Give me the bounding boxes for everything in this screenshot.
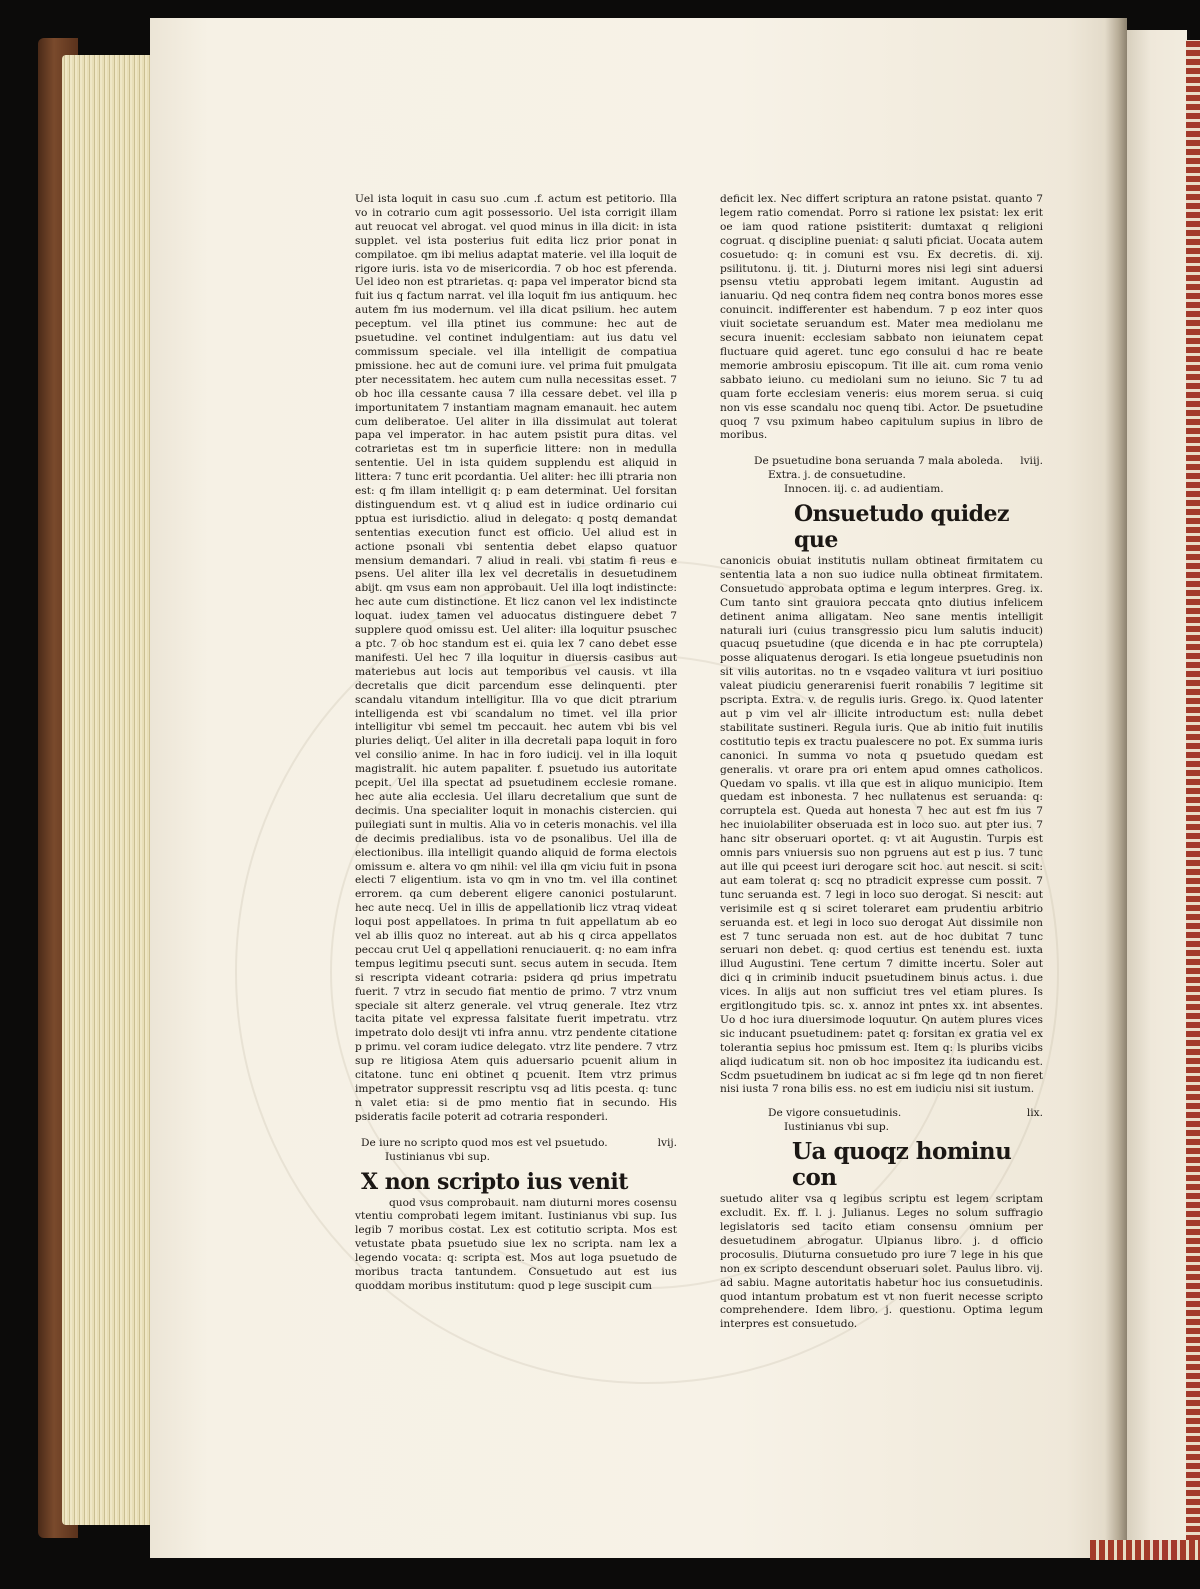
left-paragraph-1: Uel ista loquit in casu suo .cum .f. actum est petitorio. Illa vo in cotrario cum agit possessorio. Uel ista corrigit illam aut reuocat vel abrogat. vel quod minus in illa dicit: in ista supplet. vel ista posterius fuit edita licz prior ponat in compilatoe. qm ibi melius adaptat materie. vel illa loquit de rigore iuris. ista vo de misericordia. 7 ob hoc est pferenda. Uel ideo non est ptrarietas. q: papa vel imperator bicnd sta fuit ius q factum narrat. vel illa loquit fm ius antiquum. hec autem fm ius modernum. vel illa dicat psilium. hec autem peceptum. vel illa ptinet ius commune: hec aut de psuetudine. vel continet indulgentiam: aut ius datu vel commissum speciale. vel illa intelligit de compatiua pmissione. hec aut de comuni iure. vel prima fuit pmulgata pter necessitatem. hec autem cum nulla necessitas esset. 7 ob hoc illa cessante causa 7 illa cessare debet. vel illa p importunitatem 7 instantiam magnam emanauit. hec autem cum deliberatoe. Uel aliter in illa dissimulat aut tolerat papa vel imperator. in hac autem psistit pura ditas. vel cotrarietas est tm in superficie littere: non in medulla sententie. Uel in ista quidem supplendu est aliquid in littera: 7 tunc erit pcordantia. Uel aliter: hec illi ptraria non est: q fm illam intelligit q: p eam determinat. Uel forsitan distinguendum est. vt q aliud est in iudice ordinario cui pptua est iurisdictio. aliud in delegato: q postq demandat sententias execution funct est officio. Uel aliud est in actione psonali vbi sententia debet elapso quatuor mensium demandari. 7 aliud in reali. vbi statim fi reus e psens. Uel aliter illa lex vel decretalis in desuetudinem abijt. qm vsus eam non approbauit. Uel illa loqt indistincte: hec aute cum distinctione. Et licz canon vel lex indistincte loquat. iudex tamen vel aduocatus distinguere debet 7 supplere quod omissu est. Uel aliter: illa loquitur psuschec a ptc. 7 ob hoc standum est ei. quia lex 7 cano debet esse manifesti. Uel hec 7 illa loquitur in diuersis casibus aut materiebus aut locis aut temporibus vel causis. vt illa decretalis que dicit parcendum esse delinquenti. pter scandalu vitandum intelligitur. Illa vo que dicit ptrarium intelligenda est vbi scandalum no timet. vel illa prior intelligitur vbi semel tm peccauit. hec autem vbi bis vel pluries deliqt. Uel aliter in illa decretali papa loquit in foro vel consilio anime. In hac in foro iudicij. vel in illa loquit magistralit. hic autem papaliter. f. psuetudo ius autoritate pcepit. Uel illa spectat ad psuetudinem ecclesie romane. hec aute alia ecclesia. Uel illaru decretalium que sunt de decimis. Una specialiter loquit in monachis cistercien. qui puilegiati sunt in multis. Alia vo in ceteris monachis. vel illa de decimis predialibus. ista vo de psonalibus. Uel illa de electionibus. illa intelligit quando aliquid de forma electois omissum e. altera vo qm nihil: vel illa qm viciu fuit in psona electi 7 eligentium. ista vo qm in vno tm. vel illa continet errorem. qa cum deberent eligere canonici postularunt. hec aute necq. Uel in illis de appellationib licz vtraq videat loqui post appellatoes. In prima tn fuit appellatum ab eo vel ab illis quoz no intereat. aut ab his q circa appellatos peccau crut Uel q appellationi renuciauerit. q: no eam infra tempus legitimu psecuti sunt. secus autem in secuda. Item si rescripta videant cotraria: psidera qd prius impetratu fuerit. 7 vtrz in secudo fiat mentio de primo. 7 vtrz vnum speciale sit alterz generale. vel vtruq generale. Itez vtrz tacita pitate vel expressa falsitate fuerit impetratu. vtrz impetrato dolo desijt vti infra annu. vtrz pendente citatione p primu. vel coram iudice delegato. vtrz lite pendere. 7 vtrz sup re litigiosa Atem quis aduersario pcuenit alium in citatone. tunc eni obtinet q pcuenit. Item vtrz primus impetrator suppressit rescriptu vsq ad litis pcesta. q: tunc n valet etia: si de pmo mentio fiat in secundo. His psideratis facile poterit ad cotraria responderi. — [355, 193, 677, 1123]
left-paragraph-2: quod vsus comprobauit. nam diuturni mores cosensu vtentiu comprobati legem imitant. Iustinianus vbi sup. Ius legib 7 moribus costat. Lex est cotitutio scripta. Mos est vetustate pbata psuetudo siue lex no scripta. nam lex a legendo vocata: q: scripta est. Mos aut loga psuetudo de moribus tracta tantundem. Consuetudo aut est ius quoddam moribus institutum: quod p lege suscipit cum — [355, 1196, 677, 1292]
subrubric-lviij-a: Extra. j. de consuetudine. — [768, 469, 906, 482]
right-paragraph-3: suetudo aliter vsa q legibus scriptu est legem scriptam excludit. Ex. ff. l. j. Julianus. Leges no solum suffragio legislatoris sed tacito etiam consensu omnium per desuetudinem abrogatur. Ulpianus libro. j. d officio procosulis. Diuturna consuetudo pro iure 7 lege in his que non ex scripto descendunt obseruari solet. Paulus libro. vij. ad sabiu. Magne autoritatis habetur hoc ius consuetudinis. quod intantum probatum est vt non fuerit necesse scripto comprehendere. Idem libro. j. questionu. Optima legum interpres est consuetudo. — [720, 1193, 1043, 1331]
rubric-lviij-number: lviij. — [1020, 455, 1043, 468]
right-paragraph-2: canonicis obuiat institutis nullam obtineat firmitatem cu sententia lata a non suo iudice nulla obtineat firmitatem. Consuetudo approbata optima e legum interpres. Greg. ix. Cum tanto sint grauiora peccata qnto diutius infelicem detinent anima alligatam. Neo sane mentis intelligit naturali iuri (cuius transgressio picu lum salutis inducit) quacuq psuetudine (que dicenda e in hac pte corruptela) posse aliquatenus derogari. Is etia longeue psuetudinis non sit vilis autoritas. no tn e vsqadeo valitura vt iuri positiuo valeat piudiciu generarenisi fuerit ronabilis 7 legitime sit pscripta. Extra. v. de regulis iuris. Grego. ix. Quod latenter aut p vim vel alr illicite introductum est: nulla debet stabilitate sustineri. Regula iuris. Que ab initio fuit inutilis costitutio tepis ex tractu pualescere no pot. Ex summa iuris canonici. In summa vo nota q psuetudo quedam est generalis. vt orare pra ori entem apud omnes catholicos. Quedam vo spalis. vt illa que est in aliquo municipio. Item quedam est inbonesta. 7 hec nullatenus est seruanda: q: corruptela est. Queda aut honesta 7 hec aut est fm ius 7 hec inuiolabiliter obseruada est in loco suo. aut pter ius. 7 hanc sitr obseruari oportet. q: vt ait Augustin. Turpis est omnis pars vniuersis suo non pgruens aut est p ius. 7 tunc aut ille qui pceest iuri derogare scit hoc. aut nescit. si scit: aut eam tolerat q: scq no ptradicit expresse cum possit. 7 tunc seruanda est. 7 legi in loco suo derogat. Si nescit: aut verisimile est q si sciret toleraret eam prudentiu arbitrio seruanda est. et legi in loco suo derogat Aut dissimile non est 7 tunc seruada non est. aut de hoc dubitat 7 tunc seruari non debet. q: quod certius est tenendu est. iuxta illud Augustini. Tene certum 7 dimitte incertu. Soler aut dici q in criminib inducit psuetudinem binus actus. i. due vices. In alijs aut non sufficiut tres vel etiam plures. Is ergitlongitudo tpis. sc. x. annoz int pntes xx. int absentes. Uo d hoc iura diuersimode loquutur. Qn autem plures vices sic inducant psuetudinem: patet q: forsitan ex gratia vel ex tolerantia sepius hoc pmissum est. Item q: ls pluribs vicibs aliqd iudicatum sit. non ob hoc impositez ita iudicandu est. Scdm psuetudinem bn iudicat ac si fm lege qd tn non fieret nisi iusta 7 rona bilis ess. no est em iudiciu nisi sit iustum. — [720, 555, 1043, 1096]
rubric-lix — [768, 1107, 1043, 1121]
facing-page-edge — [1127, 30, 1187, 1555]
rubric-lvij — [361, 1137, 677, 1151]
rubric-lviij-title: De psuetudine bona seruanda 7 mala aboleda. — [754, 455, 1004, 468]
rubric-lvij-number: lvij. — [657, 1136, 677, 1149]
incipit-lvij: X non scripto ius venit — [361, 1168, 628, 1195]
rubric-lix-title: De vigore consuetudinis. — [768, 1107, 902, 1120]
subrubric-lviij-b: Innocen. iij. c. ad audientiam. — [784, 483, 944, 496]
incipit-lix: Ua quoqz hominu con — [792, 1138, 1012, 1192]
right-text-column — [720, 193, 1043, 1332]
book-gutter — [1105, 18, 1127, 1558]
subrubric-lix: Iustinianus vbi sup. — [784, 1121, 889, 1134]
left-text-column — [355, 193, 677, 1294]
page-edges-stack — [62, 55, 162, 1525]
right-paragraph-1: deficit lex. Nec differt scriptura an ratone psistat. quanto 7 legem ratio comendat. Porro si ratione lex psistat: lex erit oe iam quod ratione psistiterit: dumtaxat q religioni cogruat. q discipline pueniat: q saluti pficiat. Uocata autem cosuetudo: q: in comuni est vsu. Ex decretis. di. xij. psilitutonu. ij. tit. j. Diuturni mores nisi legi sint aduersi psensu vtetiu approbati legem imitant. Augustin ad ianuariu. Qd neq contra fidem neq contra bonos mores esse conuincit. indifferenter est habendum. 7 p eoz inter quos viuit societate seruandum est. Mater mea mediolanu me secura inuenit: ecclesiam sabbato non ieiunatem cepat fluctuare quid ageret. tunc ego consului d hac re beate memorie ambrosiu episcopum. Tit ille ait. cum roma venio sabbato ieiuno. cu mediolani sum no ieiuno. Sic 7 tu ad quam forte ecclesiam veneris: eius morem serua. si cuiq non vis esse scandalu noc quenq tibi. Actor. De psuetudine quoq 7 vsu pximum habeo capitulum supius in libro de moribus. — [720, 193, 1043, 442]
incipit-lviij: Onsuetudo quidez que — [794, 501, 1010, 554]
rubric-lviij — [754, 455, 1043, 469]
rubric-lix-number: lix. — [1026, 1107, 1043, 1120]
rubric-lvij-title: De iure no scripto quod mos est vel psuetudo. — [361, 1136, 608, 1149]
subrubric-lvij: Iustinianus vbi sup. — [385, 1150, 490, 1163]
headband-bottom — [1090, 1540, 1200, 1560]
headband-right — [1186, 40, 1200, 1550]
